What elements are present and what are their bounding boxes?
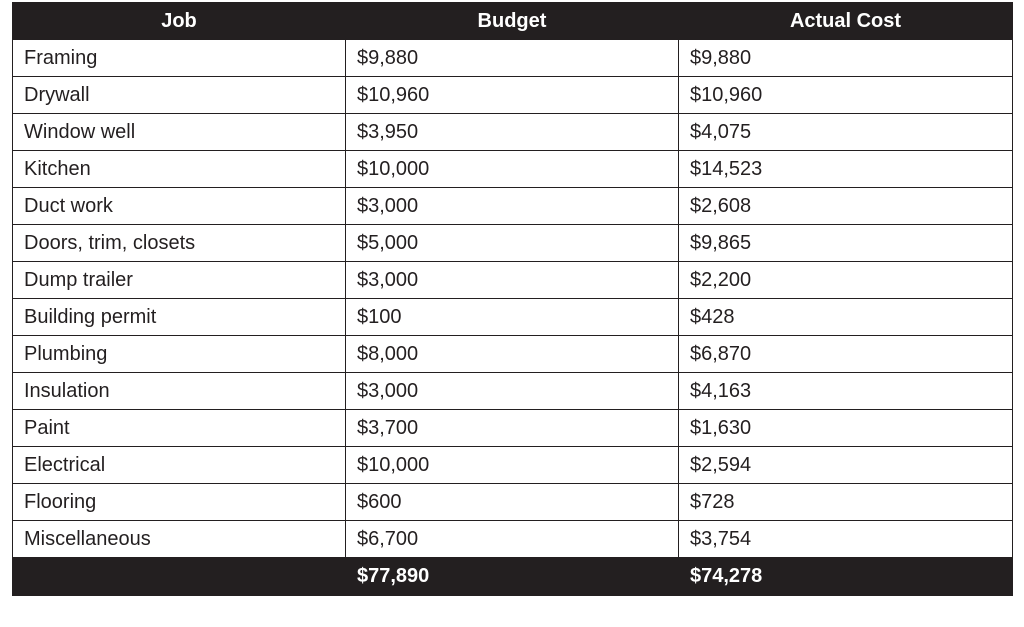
totals-row — [13, 558, 1013, 596]
actual-cost-cell: $728 — [679, 484, 1013, 521]
job-cell: Dump trailer — [13, 262, 346, 299]
job-cell: Flooring — [13, 484, 346, 521]
actual-cost-cell: $2,594 — [679, 447, 1013, 484]
actual-cost-cell: $428 — [679, 299, 1013, 336]
budget-cell: $600 — [346, 484, 679, 521]
budget-cell: $10,000 — [346, 447, 679, 484]
job-cell: Insulation — [13, 373, 346, 410]
actual-cost-cell: $2,200 — [679, 262, 1013, 299]
total-budget: $77,890 — [346, 558, 679, 596]
header-actual-cost: Actual Cost — [679, 3, 1013, 40]
actual-cost-cell: $3,754 — [679, 521, 1013, 558]
table-row — [13, 336, 1013, 373]
table-row — [13, 225, 1013, 262]
table-body — [13, 40, 1013, 558]
table-row — [13, 299, 1013, 336]
budget-cell: $3,000 — [346, 262, 679, 299]
budget-cell: $3,700 — [346, 410, 679, 447]
budget-cell: $3,000 — [346, 188, 679, 225]
table-row — [13, 262, 1013, 299]
actual-cost-cell: $10,960 — [679, 77, 1013, 114]
job-cell: Duct work — [13, 188, 346, 225]
actual-cost-cell: $14,523 — [679, 151, 1013, 188]
table-row — [13, 188, 1013, 225]
budget-cell: $6,700 — [346, 521, 679, 558]
budget-table — [12, 2, 1013, 596]
header-job: Job — [13, 3, 346, 40]
table-row — [13, 77, 1013, 114]
job-cell: Window well — [13, 114, 346, 151]
actual-cost-cell: $4,075 — [679, 114, 1013, 151]
total-label — [13, 558, 346, 596]
actual-cost-cell: $9,865 — [679, 225, 1013, 262]
actual-cost-cell: $4,163 — [679, 373, 1013, 410]
actual-cost-cell: $6,870 — [679, 336, 1013, 373]
table-row — [13, 484, 1013, 521]
job-cell: Doors, trim, closets — [13, 225, 346, 262]
budget-cell: $8,000 — [346, 336, 679, 373]
table-row — [13, 447, 1013, 484]
job-cell: Plumbing — [13, 336, 346, 373]
budget-cell: $9,880 — [346, 40, 679, 77]
table-header — [13, 3, 1013, 40]
job-cell: Miscellaneous — [13, 521, 346, 558]
budget-table-container — [12, 2, 1012, 596]
actual-cost-cell: $9,880 — [679, 40, 1013, 77]
budget-cell: $5,000 — [346, 225, 679, 262]
job-cell: Paint — [13, 410, 346, 447]
job-cell: Drywall — [13, 77, 346, 114]
budget-cell: $3,000 — [346, 373, 679, 410]
budget-cell: $3,950 — [346, 114, 679, 151]
total-actual-cost: $74,278 — [679, 558, 1013, 596]
budget-cell: $10,960 — [346, 77, 679, 114]
budget-cell: $100 — [346, 299, 679, 336]
job-cell: Building permit — [13, 299, 346, 336]
table-row — [13, 373, 1013, 410]
job-cell: Kitchen — [13, 151, 346, 188]
header-row — [13, 3, 1013, 40]
actual-cost-cell: $2,608 — [679, 188, 1013, 225]
header-budget: Budget — [346, 3, 679, 40]
table-row — [13, 521, 1013, 558]
table-row — [13, 410, 1013, 447]
budget-cell: $10,000 — [346, 151, 679, 188]
job-cell: Framing — [13, 40, 346, 77]
actual-cost-cell: $1,630 — [679, 410, 1013, 447]
table-row — [13, 114, 1013, 151]
table-row — [13, 151, 1013, 188]
job-cell: Electrical — [13, 447, 346, 484]
table-row — [13, 40, 1013, 77]
table-footer — [13, 558, 1013, 596]
